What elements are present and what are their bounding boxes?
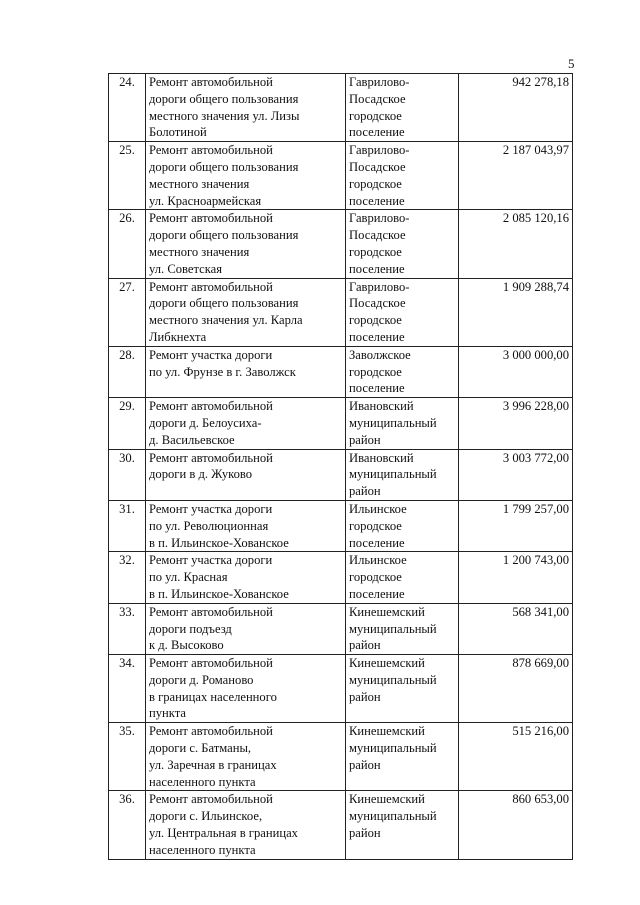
- roads-table: [108, 73, 573, 860]
- territory-line: район: [349, 826, 381, 841]
- amount: 1 200 743,00: [459, 552, 573, 603]
- territory: [346, 791, 459, 859]
- territory-line: Ивановский: [349, 450, 414, 465]
- amount: 1 909 288,74: [459, 278, 573, 346]
- work-line: Ремонт автомобильной: [149, 450, 273, 465]
- row-number: 32.: [109, 552, 146, 603]
- work-line: в границах населенного: [149, 689, 277, 704]
- work-line: местного значения: [149, 244, 250, 259]
- territory-line: район: [349, 432, 381, 447]
- work-line: местного значения ул. Лизы: [149, 108, 300, 123]
- work-line: ул. Заречная в границах: [149, 757, 277, 772]
- territory-line: городское: [349, 108, 402, 123]
- territory-line: муниципальный: [349, 621, 437, 636]
- territory-line: поселение: [349, 329, 405, 344]
- work-line: Либкнехта: [149, 329, 207, 344]
- work-line: дороги с. Ильинское,: [149, 809, 263, 824]
- amount: 515 216,00: [459, 723, 573, 791]
- table-row: [109, 278, 573, 346]
- territory-line: район: [349, 638, 381, 653]
- territory-line: городское: [349, 364, 402, 379]
- territory-line: поселение: [349, 586, 405, 601]
- work-line: дороги подъезд: [149, 621, 232, 636]
- territory: [346, 398, 459, 449]
- territory-line: Ивановский: [349, 399, 414, 414]
- table-row: [109, 723, 573, 791]
- territory-line: поселение: [349, 381, 405, 396]
- work-description: [146, 142, 346, 210]
- territory: [346, 655, 459, 723]
- table-row: [109, 74, 573, 142]
- work-line: населенного пункта: [149, 774, 256, 789]
- row-number: 27.: [109, 278, 146, 346]
- amount: 942 278,18: [459, 74, 573, 142]
- work-line: населенного пункта: [149, 842, 256, 857]
- work-line: Ремонт участка дороги: [149, 347, 273, 362]
- work-line: дороги общего пользования: [149, 228, 299, 243]
- work-line: пункта: [149, 706, 186, 721]
- territory-line: Кинешемский: [349, 792, 425, 807]
- work-line: Ремонт автомобильной: [149, 143, 273, 158]
- work-line: в п. Ильинское-Хованское: [149, 586, 289, 601]
- territory-line: муниципальный: [349, 672, 437, 687]
- work-line: Болотиной: [149, 125, 207, 140]
- table-row: [109, 791, 573, 859]
- territory-line: Посадское: [349, 228, 406, 243]
- work-line: Ремонт автомобильной: [149, 792, 273, 807]
- territory-line: муниципальный: [349, 809, 437, 824]
- work-line: ул. Советская: [149, 261, 223, 276]
- territory-line: городское: [349, 518, 402, 533]
- work-description: [146, 791, 346, 859]
- work-description: [146, 655, 346, 723]
- work-line: дороги общего пользования: [149, 91, 299, 106]
- table-row: [109, 655, 573, 723]
- territory: [346, 278, 459, 346]
- work-description: [146, 398, 346, 449]
- work-description: [146, 346, 346, 397]
- territory-line: Ильинское: [349, 553, 407, 568]
- work-line: по ул. Фрунзе в г. Заволжск: [149, 364, 296, 379]
- work-line: дороги общего пользования: [149, 159, 299, 174]
- territory: [346, 142, 459, 210]
- table-row: [109, 210, 573, 278]
- territory-line: городское: [349, 570, 402, 585]
- work-line: дороги д. Романово: [149, 672, 254, 687]
- table-row: [109, 142, 573, 210]
- work-line: дороги общего пользования: [149, 296, 299, 311]
- page-number: 5: [568, 56, 575, 71]
- work-line: местного значения: [149, 176, 250, 191]
- territory: [346, 210, 459, 278]
- row-number: 28.: [109, 346, 146, 397]
- table-row: [109, 603, 573, 654]
- work-line: Ремонт участка дороги: [149, 553, 273, 568]
- territory-line: Кинешемский: [349, 724, 425, 739]
- work-line: дороги д. Белоусиха-: [149, 415, 262, 430]
- row-number: 24.: [109, 74, 146, 142]
- territory-line: городское: [349, 244, 402, 259]
- territory: [346, 552, 459, 603]
- territory-line: поселение: [349, 193, 405, 208]
- territory-line: Гаврилово-: [349, 279, 410, 294]
- territory-line: Кинешемский: [349, 656, 425, 671]
- row-number: 33.: [109, 603, 146, 654]
- work-description: [146, 74, 346, 142]
- row-number: 31.: [109, 500, 146, 551]
- territory: [346, 603, 459, 654]
- work-line: Ремонт автомобильной: [149, 75, 273, 89]
- work-description: [146, 603, 346, 654]
- work-line: д. Васильевское: [149, 432, 235, 447]
- work-description: [146, 449, 346, 500]
- work-description: [146, 552, 346, 603]
- territory-line: Посадское: [349, 296, 406, 311]
- work-description: [146, 278, 346, 346]
- territory-line: Гаврилово-: [349, 75, 410, 89]
- amount: 860 653,00: [459, 791, 573, 859]
- territory-line: муниципальный: [349, 467, 437, 482]
- territory-line: муниципальный: [349, 415, 437, 430]
- work-line: Ремонт участка дороги: [149, 501, 273, 516]
- row-number: 36.: [109, 791, 146, 859]
- territory-line: городское: [349, 313, 402, 328]
- territory-line: Гаврилово-: [349, 143, 410, 158]
- work-line: Ремонт автомобильной: [149, 656, 273, 671]
- territory-line: Посадское: [349, 91, 406, 106]
- work-line: дороги с. Батманы,: [149, 741, 252, 756]
- row-number: 29.: [109, 398, 146, 449]
- territory-line: Посадское: [349, 159, 406, 174]
- work-line: Ремонт автомобильной: [149, 399, 273, 414]
- work-line: ул. Центральная в границах: [149, 826, 298, 841]
- territory: [346, 346, 459, 397]
- work-description: [146, 723, 346, 791]
- work-line: дороги в д. Жуково: [149, 467, 253, 482]
- amount: 878 669,00: [459, 655, 573, 723]
- territory-line: Кинешемский: [349, 604, 425, 619]
- work-line: Ремонт автомобильной: [149, 211, 273, 226]
- work-line: Ремонт автомобильной: [149, 724, 273, 739]
- table-row: [109, 449, 573, 500]
- territory-line: поселение: [349, 535, 405, 550]
- table-row: [109, 346, 573, 397]
- work-line: к д. Высоково: [149, 638, 224, 653]
- row-number: 35.: [109, 723, 146, 791]
- amount: 3 003 772,00: [459, 449, 573, 500]
- work-line: Ремонт автомобильной: [149, 279, 273, 294]
- work-line: ул. Красноармейская: [149, 193, 262, 208]
- row-number: 25.: [109, 142, 146, 210]
- work-description: [146, 210, 346, 278]
- row-number: 26.: [109, 210, 146, 278]
- table-row: [109, 500, 573, 551]
- work-description: [146, 500, 346, 551]
- work-line: по ул. Революционная: [149, 518, 269, 533]
- amount: 2 085 120,16: [459, 210, 573, 278]
- work-line: по ул. Красная: [149, 570, 228, 585]
- territory-line: муниципальный: [349, 741, 437, 756]
- territory-line: поселение: [349, 125, 405, 140]
- territory-line: городское: [349, 176, 402, 191]
- territory-line: поселение: [349, 261, 405, 276]
- row-number: 30.: [109, 449, 146, 500]
- amount: 568 341,00: [459, 603, 573, 654]
- territory-line: район: [349, 484, 381, 499]
- territory-line: Ильинское: [349, 501, 407, 516]
- territory: [346, 74, 459, 142]
- territory-line: район: [349, 757, 381, 772]
- work-line: в п. Ильинское-Хованское: [149, 535, 289, 550]
- territory: [346, 723, 459, 791]
- amount: 3 000 000,00: [459, 346, 573, 397]
- row-number: 34.: [109, 655, 146, 723]
- amount: 2 187 043,97: [459, 142, 573, 210]
- territory-line: район: [349, 689, 381, 704]
- territory-line: Гаврилово-: [349, 211, 410, 226]
- table-row: [109, 398, 573, 449]
- table-row: [109, 552, 573, 603]
- territory-line: Заволжское: [349, 347, 411, 362]
- amount: 3 996 228,00: [459, 398, 573, 449]
- work-line: местного значения ул. Карла: [149, 313, 303, 328]
- work-line: Ремонт автомобильной: [149, 604, 273, 619]
- territory: [346, 500, 459, 551]
- territory: [346, 449, 459, 500]
- amount: 1 799 257,00: [459, 500, 573, 551]
